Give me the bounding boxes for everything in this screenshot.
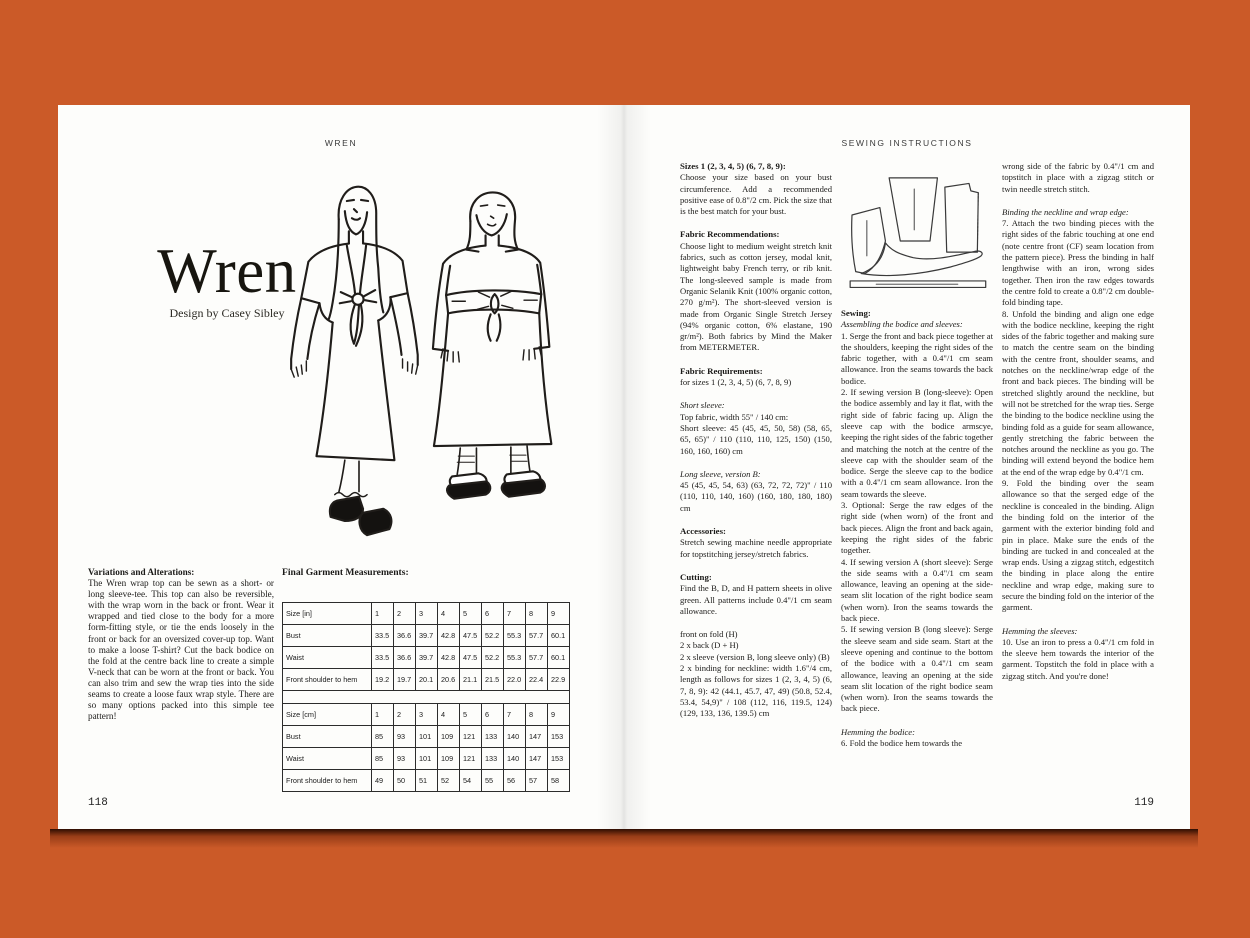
table-cell: 133: [482, 748, 504, 770]
table-cell: 39.7: [416, 647, 438, 669]
table-header-cell: 3: [416, 704, 438, 726]
table-cell: 36.6: [394, 625, 416, 647]
table-cell: 51: [416, 770, 438, 792]
table-cell: 49: [372, 770, 394, 792]
table-cell: 33.5: [372, 625, 394, 647]
text-block: Accessories:: [680, 526, 726, 537]
table-header-cell: 4: [438, 704, 460, 726]
page-right: [624, 105, 1190, 829]
table-cell: 21.1: [460, 669, 482, 691]
table-cell: 121: [460, 748, 482, 770]
text-block: Choose your size based on your bust circumference. Add a recommended positive ease of 0.8"/2 cm. Pick the size that is the best match for your bust.: [680, 172, 832, 217]
table-header-cell: 5: [460, 603, 482, 625]
text-block: 2 x sleeve (version B, long sleeve only) (B): [680, 651, 830, 662]
text-block: Find the B, D, and H pattern sheets in olive green. All patterns include 0.4"/1 cm seam allowance.: [680, 583, 832, 616]
table-header-cell: 8: [526, 704, 548, 726]
text-block: 45 (45, 45, 54, 63) (63, 72, 72, 72)" / 110 (110, 110, 140, 160) (160, 180, 180, 180) cm: [680, 480, 832, 513]
text-block: Binding the neckline and wrap edge:: [1002, 206, 1129, 217]
table-header-cell: 6: [482, 704, 504, 726]
text-block: for sizes 1 (2, 3, 4, 5) (6, 7, 8, 9): [680, 377, 792, 388]
table-cell: 47.5: [460, 647, 482, 669]
table-cell: 56: [504, 770, 526, 792]
table-header-cell: 5: [460, 704, 482, 726]
book-drop-shadow: [50, 829, 1198, 848]
text-block: 2 x back (D + H): [680, 640, 739, 651]
table-cell: 153: [548, 726, 570, 748]
table-header-cell: 4: [438, 603, 460, 625]
table-cell: 153: [548, 748, 570, 770]
measurements-section: [282, 567, 574, 792]
text-block: wrong side of the fabric by 0.4"/1 cm and topstitch in place with a zigzag stitch or twin needle stretch stitch.: [1002, 161, 1154, 194]
byline: Design by Casey Sibley: [169, 306, 285, 320]
table-header-cell: 7: [504, 603, 526, 625]
table-cell: 47.5: [460, 625, 482, 647]
table-spacer: [283, 691, 570, 704]
table-cell: 133: [482, 726, 504, 748]
instruction-columns: [680, 161, 1156, 813]
text-block: Short sleeve: 45 (45, 45, 50, 58) (58, 65, 65, 65)" / 110 (110, 110, 125, 150) (150, 160, 160, 160) cm: [680, 422, 832, 456]
text-block: front on fold (H): [680, 629, 738, 640]
table-cell: 42.8: [438, 625, 460, 647]
measurements-table: [282, 602, 570, 792]
table-cell: 33.5: [372, 647, 394, 669]
text-block: Choose light to medium weight stretch knit fabrics, such as cotton jersey, modal knit, lightweight baby French terry, or rib knit. The long-sleeved sample is made from Organic Selanik Knit (100% organic cotton, 270 g/m²). The short-sleeved version is made from Organic Single Stretch Jersey (94% organic cotton, 6% elastane, 190 gr/m²). Both fabrics by Mind the Maker from METERMETER.: [680, 240, 832, 353]
table-header-cell: 7: [504, 704, 526, 726]
table-cell: 93: [394, 726, 416, 748]
table-header-cell: 1: [372, 704, 394, 726]
table-cell: 60.1: [548, 647, 570, 669]
text-block: Stretch sewing machine needle appropriate for topstitching jersey/stretch fabrics.: [680, 537, 832, 559]
table-header-cell: Size [in]: [283, 603, 372, 625]
table-header-cell: 2: [394, 603, 416, 625]
text-block: 7. Attach the two binding pieces with the right sides of the fabric touching at one end (note centre front (CF) seam location from the pattern piece). Press the binding in half lengthwise with an iron, wrong sides together. Then iron the raw edges towards the centre fold to create a 0.8"/2 cm double-fold binding tape.: [1002, 218, 1154, 308]
table-cell: 36.6: [394, 647, 416, 669]
table-cell: 22.9: [548, 669, 570, 691]
text-block: 4. If sewing version A (short sleeve): Serge the side seams with a 0.4"/1 cm seam allowance, leaving an opening at the side-seam slit location of the right bodice seam (when worn). Iron the seams towards the back piece.: [841, 556, 993, 624]
page-left: [58, 105, 624, 829]
table-cell: 93: [394, 748, 416, 770]
table-cell: Front shoulder to hem: [283, 770, 372, 792]
table-cell: 121: [460, 726, 482, 748]
table-cell: 39.7: [416, 625, 438, 647]
text-block: Top fabric, width 55" / 140 cm:: [680, 411, 789, 422]
page-number-left: 118: [88, 797, 108, 809]
text-block: Assembling the bodice and sleeves:: [841, 319, 963, 330]
table-header-cell: 2: [394, 704, 416, 726]
text-block: Sewing:: [841, 308, 871, 318]
table-header-cell: Size [cm]: [283, 704, 372, 726]
table-header-cell: 1: [372, 603, 394, 625]
table-header-cell: 9: [548, 603, 570, 625]
table-cell: 19.7: [394, 669, 416, 691]
table-cell: 101: [416, 726, 438, 748]
text-block: Long sleeve, version B:: [680, 468, 761, 479]
pattern-pieces-diagram: [841, 163, 993, 293]
text-block: 9. Fold the binding over the seam allowance so that the serged edge of the neckline is concealed in the binding. Align the binding fold on the interior of the garment with the exterior binding fold and pin in place. Make sure the ends of the binding are tucked in and concealed at the wrap ends. Using a zigzag stitch, edgestitch the binding in place along the entire neckline and wrap edge, making sure to secure the binding fold on the interior of the garment.: [1002, 478, 1154, 613]
instruction-column-2-text: [841, 308, 993, 749]
table-cell: 85: [372, 726, 394, 748]
text-block: Hemming the bodice:: [841, 726, 915, 737]
garment-illustration: [278, 159, 602, 567]
text-block: Cutting:: [680, 571, 712, 582]
table-cell: 57.7: [526, 625, 548, 647]
table-header-cell: 3: [416, 603, 438, 625]
table-cell: 57: [526, 770, 548, 792]
table-cell: 20.6: [438, 669, 460, 691]
text-block: Sizes 1 (2, 3, 4, 5) (6, 7, 8, 9):: [680, 161, 786, 171]
table-cell: Waist: [283, 748, 372, 770]
variations-section: [88, 567, 274, 722]
table-cell: 57.7: [526, 647, 548, 669]
table-cell: 109: [438, 748, 460, 770]
table-cell: 50: [394, 770, 416, 792]
instruction-column-1: [680, 161, 832, 813]
table-cell: Waist: [283, 647, 372, 669]
text-block: 6. Fold the bodice hem towards the: [841, 737, 963, 748]
page-title: Wren: [157, 236, 297, 306]
table-cell: 42.8: [438, 647, 460, 669]
table-cell: 52.2: [482, 647, 504, 669]
table-cell: 60.1: [548, 625, 570, 647]
instruction-column-2: [841, 161, 993, 813]
text-block: 1. Serge the front and back piece together at the shoulders, keeping the right sides of the fabric together, with a 0.4"/1 cm seam allowance. Iron the seams towards the back bodice.: [841, 330, 993, 386]
table-cell: 19.2: [372, 669, 394, 691]
text-block: Fabric Requirements:: [680, 365, 763, 376]
text-block: Fabric Recommendations:: [680, 229, 780, 240]
variations-heading: Variations and Alterations:: [88, 567, 195, 577]
page-number-right: 119: [1134, 797, 1154, 809]
table-header-cell: 9: [548, 704, 570, 726]
text-block: 2. If sewing version B (long-sleeve): Open the bodice assembly and lay it flat, with the right side of fabric facing up. Align the sleeve cap with the bodice armscye, keeping the right sides of the fabric together and matching the notch at the centre of the sleeve cap with the shoulder seam of the bodice. Serge the sleeve cap to the bodice with a 0.4"/1 cm seam allowance. Iron the seam towards the sleeve.: [841, 387, 994, 499]
instruction-column-3: [1002, 161, 1154, 813]
table-cell: 147: [526, 726, 548, 748]
table-cell: 55: [482, 770, 504, 792]
table-cell: 109: [438, 726, 460, 748]
table-cell: 55.3: [504, 647, 526, 669]
table-cell: 52.2: [482, 625, 504, 647]
variations-body: The Wren wrap top can be sewn as a short- or long sleeve-tee. This top can also be reversible, with the wrap worn in the back or front. Wear it wrapped and tied close to the body for a more form-fitting style, or tie the ends loosely in the front or back for an oversized cover-up top. Want to make a loose T-shirt? Cut the back bodice on the fold at the centre back line to create a simple V-neck that can be worn at the front or back. You can also trim and sew the wrap ties into the side seams to create a loose faux wrap style. There are so many options packed into this simple tee pattern!: [88, 578, 274, 722]
table-cell: 22.0: [504, 669, 526, 691]
text-block: 8. Unfold the binding and align one edge with the bodice neckline, keeping the right sides of the fabric together and making sure to match the centre seam on the binding with the centre front, shoulder seams, and notches on the neckline/wrap edge of the front and back pieces. The binding will be stretched slightly around the neckline, but will not be stretched for the wrap ties. Serge the binding to the bodice neckline using the binding fold as a guide for seam allowance, gently stretching the fabric between the notches around the neckline as you go. The binding will extend beyond the bodice hem at the end of the wrap edge by 0.4"/1 cm.: [1002, 308, 1154, 477]
table-header-cell: 8: [526, 603, 548, 625]
table-cell: Bust: [283, 625, 372, 647]
table-cell: 52: [438, 770, 460, 792]
text-block: 3. Optional: Serge the raw edges of the right side (when worn) of the front and back pieces. Align the front and back again, keeping the right sides of the fabric together.: [841, 500, 993, 556]
text-block: 10. Use an iron to press a 0.4"/1 cm fold in the sleeve hem towards the interior of the garment. Topstitch the fold in place with a zigzag stitch. And you're done!: [1002, 636, 1154, 681]
table-cell: 21.5: [482, 669, 504, 691]
text-block: 2 x binding for neckline: width 1.6"/4 cm, length as follows for sizes 1 (2, 3, 4, 5) (6, 7, 8, 9): 42 (44.1, 45.7, 47, 49) (50.8, 52.4, 53.4, 54,9)" / 108 (112, 116, 119.5, 124) (129, 133, 136, 139.5) cm: [680, 662, 832, 719]
table-cell: 20.1: [416, 669, 438, 691]
table-cell: 147: [526, 748, 548, 770]
text-block: Hemming the sleeves:: [1002, 625, 1078, 636]
table-cell: 55.3: [504, 625, 526, 647]
text-block: Short sleeve:: [680, 400, 725, 411]
table-cell: 22.4: [526, 669, 548, 691]
measurements-heading: Final Garment Measurements:: [282, 567, 409, 578]
table-cell: 140: [504, 726, 526, 748]
book-spread: [58, 105, 1190, 829]
text-block: 5. If sewing version B (long sleeve): Serge the sleeve seam and side seam. Start at the sleeve opening and continue to the bottom of the bodice with a 0.4"/1 cm seam allowance, leaving an opening at the side seam slit location of the right bodice seam (when worn). Iron the seams towards the back piece.: [841, 624, 993, 714]
table-cell: 58: [548, 770, 570, 792]
table-cell: 54: [460, 770, 482, 792]
table-cell: Bust: [283, 726, 372, 748]
table-cell: Front shoulder to hem: [283, 669, 372, 691]
running-header-right: SEWING INSTRUCTIONS: [841, 138, 973, 148]
table-cell: 101: [416, 748, 438, 770]
table-cell: 140: [504, 748, 526, 770]
table-cell: 85: [372, 748, 394, 770]
table-header-cell: 6: [482, 603, 504, 625]
running-header-left: WREN: [324, 138, 358, 148]
